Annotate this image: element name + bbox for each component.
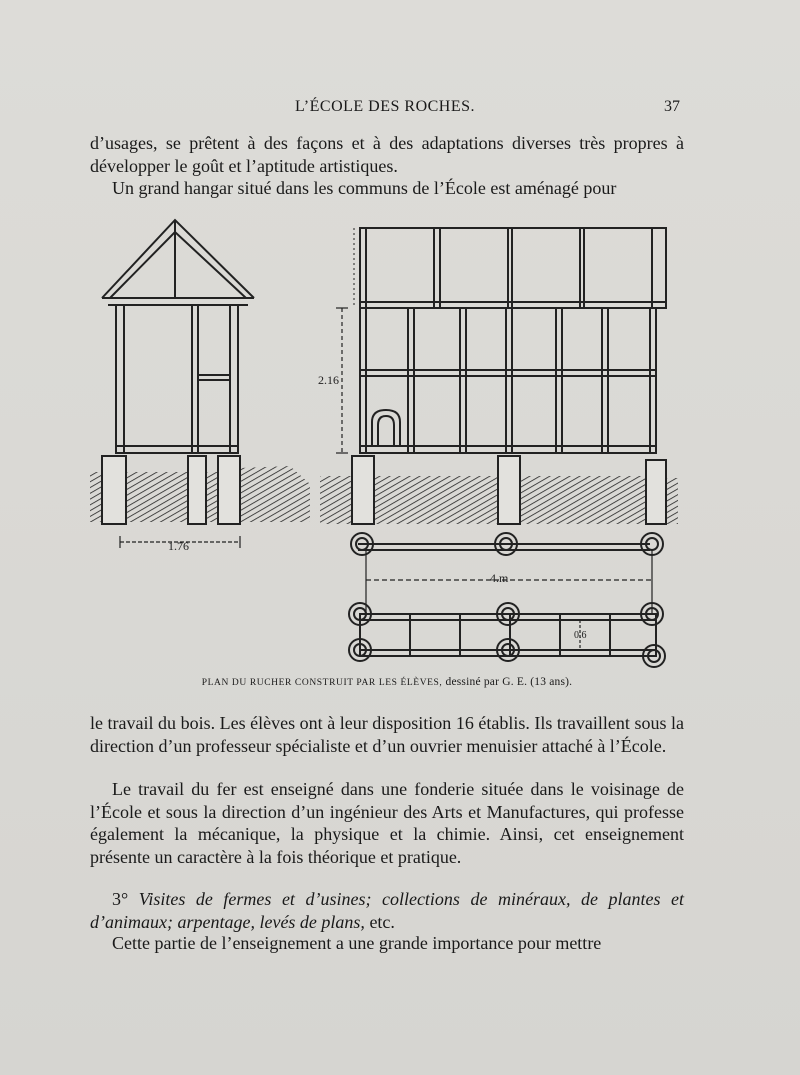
paragraph-visits [90,888,684,933]
item-number: 3° [112,889,129,909]
running-title: L’ÉCOLE DES ROCHES. [294,98,476,115]
dimension-width-label: 1.76 [168,539,189,553]
paragraph-importance [90,932,684,955]
paragraph-woodwork [90,712,684,757]
caption-rest: dessiné par G. E. (13 ans). [445,676,573,688]
running-header [90,98,680,120]
paragraph-text: le travail du bois. Les élèves ont à leur disposition 16 établis. Ils travaillent sous la direction d’un professeur spécialiste et d’un ouvrier menuisier attaché à l’École. [90,713,684,756]
paragraph-text: Le travail du fer est enseigné dans une fonderie située dans le voisinage de l’École et sous la direction d’un ingénieur des Arts et Manufactures, qui professe également la mécanique, la physique et la chimie. Ainsi, cet enseignement présente un caractère à la fois théorique et pratique. [90,779,684,867]
page-number: 37 [664,98,680,115]
paragraph-ironwork [90,778,684,868]
paragraph-italic-text: Visites de fermes et d’usines; collections de minéraux, de plantes et d’animaux; arpentage, levés de plans, [90,889,685,932]
paragraph-text: Cette partie de l’enseignement a une grande importance pour mettre [112,933,602,953]
beehive-plan-drawing [80,210,690,670]
paragraph-text: d’usages, se prêtent à des façons et à des adaptations diverses très propres à développer le goût et l’aptitude artistiques. [90,133,684,176]
dimension-depth-label: 0.6 [574,630,587,641]
figure-caption [90,676,684,688]
plan-view [349,533,665,667]
dimension-length-label: 4.m [490,571,509,585]
caption-smallcaps: PLAN DU RUCHER CONSTRUIT PAR LES ÉLÈVES, [201,678,443,688]
paragraph-intro [90,132,684,200]
paragraph-text: etc. [369,911,395,932]
dimension-height-label: 2.16 [318,373,339,387]
paragraph-text: Un grand hangar situé dans les communs de l’École est aménagé pour [112,178,617,198]
